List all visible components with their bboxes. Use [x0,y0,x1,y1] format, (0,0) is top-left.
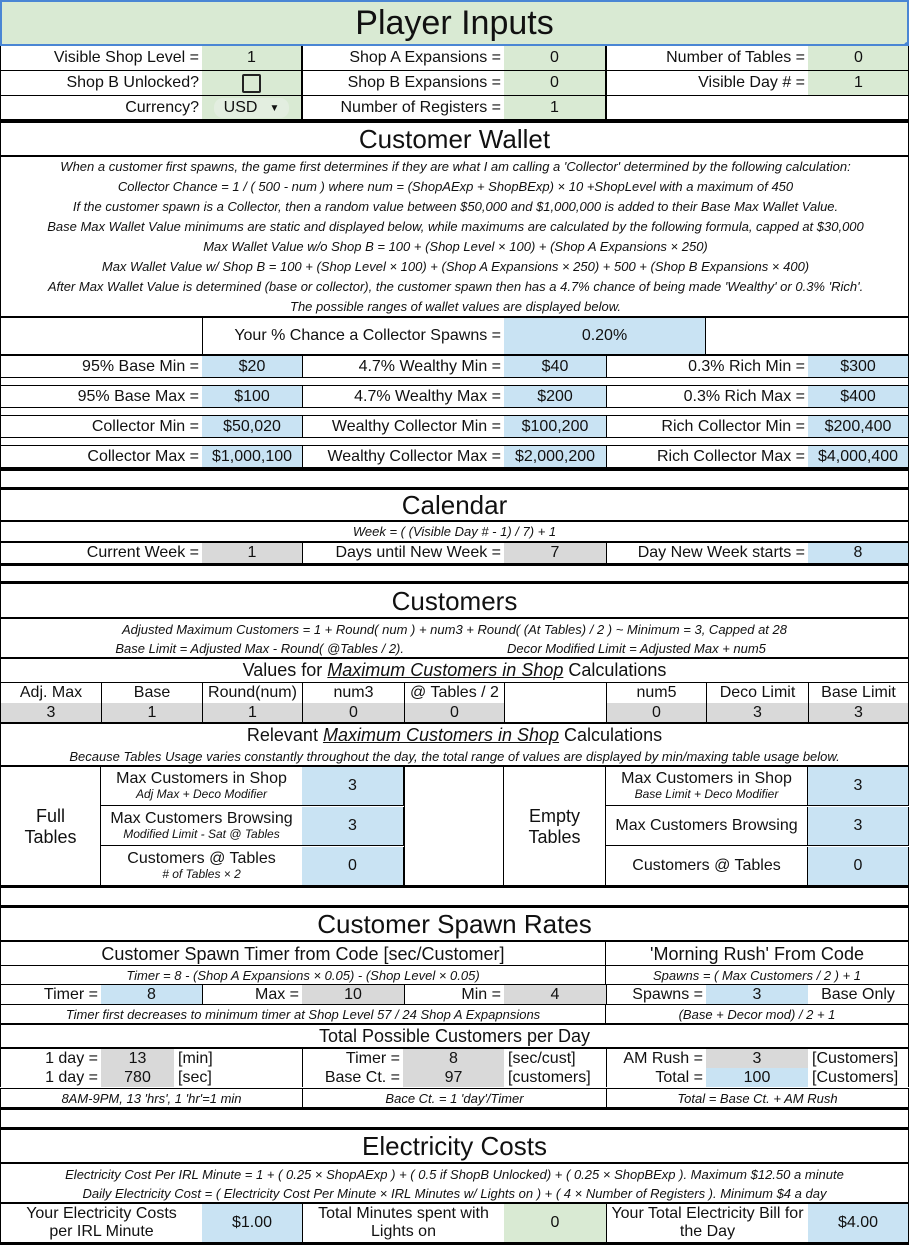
divider [302,46,303,120]
total-value: 97 [403,1068,504,1087]
calendar-formula: Week = ( (Visible Day # - 1) / 7) + 1 [0,522,909,541]
electricity-cost-per-minute-label [0,1204,202,1242]
row-label: Max Customers Browsing [615,816,798,834]
day-new-week-starts-label: Day New Week starts = [606,543,808,563]
visible-day-input[interactable]: 1 [808,71,909,96]
label-line: the Day [679,1223,736,1240]
visible-shop-level-label: Visible Shop Level = [0,46,202,71]
max-label: Max = [202,985,302,1004]
shop-b-unlocked-label: Shop B Unlocked? [0,71,202,96]
empty-tables-line2: Tables [528,826,581,847]
timer-formula: Timer = 8 - (Shop A Expansions × 0.05) - (Shop Level × 0.05) [0,966,606,984]
values-cell: 0 [404,703,504,722]
visible-day-label: Visible Day # = [606,71,808,96]
values-column-header [504,683,606,703]
number-of-registers-label: Number of Registers = [340,99,501,116]
full-tables-line2: Tables [24,826,77,847]
shop-b-unlocked-checkbox[interactable] [242,74,261,93]
rush-formula: Spawns = ( Max Customers / 2 ) + 1 [606,966,909,984]
min-label: Min = [404,985,504,1004]
total-unit: [customers] [508,1068,591,1086]
wallet-note: Collector Chance = 1 / ( 500 - num ) where num = (ShopAExp + ShopBExp) × 10 +ShopLevel with a maximum of 450 [117,179,794,194]
customers-title: Customers [0,584,909,618]
timer-value: 8 [101,985,202,1004]
row-sublabel: Modified Limit - Sat @ Tables [123,827,280,842]
wallet-label: Rich Collector Max = [606,446,808,468]
min-value: 4 [504,985,606,1004]
timer-note: Timer first decreases to minimum timer at Shop Level 57 / 24 Shop A Expapnsions [0,1005,606,1024]
relevant-header-em: Maximum Customers in Shop [322,724,560,745]
total-label: AM Rush = [606,1049,706,1068]
values-column-header: Round(num) [202,683,302,703]
table-row-label [606,847,808,886]
total-label: Total = [606,1068,706,1087]
wallet-value: $2,000,200 [504,446,606,468]
wallet-label: Collector Max = [0,446,202,468]
values-cell: 0 [606,703,706,722]
customers-formula-2b: Decor Modified Limit = Adjusted Max + num5 [454,639,909,658]
total-value: 8 [403,1049,504,1068]
player-inputs-title: Player Inputs [0,0,909,46]
timer-label: Timer = [0,985,101,1004]
empty-cell [0,318,202,354]
electricity-formula-2: Daily Electricity Cost = ( Electricity Cost Per Minute × IRL Minutes w/ Lights on ) + ( 4 × Number of Registers ). Minimum $4 a day [0,1184,909,1202]
calendar-title: Calendar [0,490,909,521]
shop-b-unlocked-cell [202,71,302,96]
wallet-note: The possible ranges of wallet values are displayed below. [290,299,621,314]
row-label: Max Customers Browsing [110,809,293,827]
empty-tables-line1: Empty [528,805,580,826]
values-cell: 3 [706,703,808,722]
values-column-header: @ Tables / 2 [404,683,504,703]
wallet-value: $200 [504,386,606,408]
row-label: Max Customers in Shop [116,769,287,787]
electricity-cost-per-minute-value: $1.00 [202,1204,302,1242]
total-header: Total Possible Customers per Day [0,1025,909,1048]
row-sublabel: Base Limit + Deco Modifier [634,787,779,802]
wallet-note: If the customer spawn is a Collector, then a random value between $50,000 and $1,000,000 is added to their Base Max Wallet Value. [72,199,839,214]
total-value: 13 [101,1049,174,1068]
wallet-value: $20 [202,356,302,378]
table-row-value: 0 [302,847,404,886]
label-line: per IRL Minute [49,1223,154,1240]
relevant-header-post: Calculations [559,724,663,745]
divider [0,46,1,120]
row-label: Customers @ Tables [632,856,781,874]
wallet-value: $400 [808,386,909,408]
empty-cell [404,767,504,886]
shop-b-expansions-label: Shop B Expansions = [302,71,504,96]
spacer-row [0,1110,909,1127]
values-header [0,659,909,682]
relevant-note: Because Tables Usage varies constantly throughout the day, the total range of values are displayed by min/maxing table usage below. [0,746,909,766]
label-line: Lights on [371,1223,436,1240]
days-until-new-week-label: Days until New Week = [302,543,504,563]
wallet-value: $1,000,100 [202,446,302,468]
shop-b-expansions-input[interactable]: 0 [504,71,606,96]
wallet-value: $40 [504,356,606,378]
shop-a-expansions-label: Shop A Expansions = [302,46,504,71]
wallet-note: Max Wallet Value w/ Shop B = 100 + (Shop Level × 100) + (Shop A Expansions × 250) + 500 + (Shop B Expansions × 400) [101,259,810,274]
values-column-header: num5 [606,683,706,703]
table-row-value: 0 [808,847,909,886]
values-header-em: Maximum Customers in Shop [327,660,564,680]
table-row-value: 3 [808,767,909,806]
wallet-note: Base Max Wallet Value minimums are static and displayed below, while maximums are calculated by the following formula, capped at $30,000 [47,219,864,234]
values-cell: 1 [202,703,302,722]
spacer-row [0,378,909,386]
wallet-label: 95% Base Min = [0,356,202,378]
wallet-label: Rich Collector Min = [606,416,808,438]
collector-chance-value: 0.20% [504,318,706,354]
total-label: 1 day = [0,1049,101,1068]
currency-dropdown[interactable] [214,98,290,118]
number-of-tables-label: Number of Tables = [606,46,808,71]
current-week-label: Current Week = [0,543,202,563]
total-label: 1 day = [0,1068,101,1087]
visible-shop-level-input[interactable]: 1 [202,46,302,71]
number-of-tables-input[interactable]: 0 [808,46,909,71]
values-header-post: Calculations [563,660,667,680]
values-cell: 0 [302,703,404,722]
wallet-value: $50,020 [202,416,302,438]
shop-a-expansions-input[interactable]: 0 [504,46,606,71]
relevant-header-pre: Relevant [246,724,323,745]
values-header-pre: Values for [242,660,328,680]
currency-cell [202,96,302,120]
total-note-3: Total = Base Ct. + AM Rush [606,1089,909,1108]
values-column-header: Deco Limit [706,683,808,703]
spacer-row [0,438,909,446]
divider [606,46,607,120]
row-label: Max Customers in Shop [621,769,792,787]
wallet-label: Wealthy Collector Max = [302,446,504,468]
values-column-header: Base Limit [808,683,909,703]
wallet-note: Max Wallet Value w/o Shop B = 100 + (Shop Level × 100) + (Shop A Expansions × 250) [203,239,708,254]
values-column-header: num3 [302,683,404,703]
values-column-header: Base [101,683,202,703]
wallet-label: 0.3% Rich Min = [606,356,808,378]
currency-value: USD [223,99,258,116]
current-week-value: 1 [202,543,302,563]
customers-formula-2a: Base Limit = Adjusted Max - Round( @Tables / 2). [0,639,454,658]
total-electricity-bill-label [606,1204,808,1242]
electricity-formula-1: Electricity Cost Per IRL Minute = 1 + ( 0.25 × ShopAExp ) + ( 0.5 if ShopB Unlocked) + ( 0.25 × ShopBExp ). Maximum $12.50 a minute [0,1164,909,1184]
wallet-label: 4.7% Wealthy Max = [302,386,504,408]
wallet-value: $4,000,400 [808,446,909,468]
rush-header: 'Morning Rush' From Code [606,942,909,966]
total-unit: [sec] [178,1068,212,1086]
total-label: Base Ct. = [302,1068,403,1087]
timer-header: Customer Spawn Timer from Code [sec/Customer] [0,942,606,966]
wallet-label: 95% Base Max = [0,386,202,408]
empty-tables-label [504,767,606,886]
spawns-value: 3 [706,985,808,1004]
table-row-label [101,807,303,846]
days-until-new-week-value: 7 [504,543,606,563]
row-sublabel: # of Tables × 2 [162,867,241,882]
empty-cell [706,318,909,354]
values-cell: 3 [0,703,101,722]
currency-label: Currency? [125,99,199,116]
wallet-note: When a customer first spawns, the game first determines if they are what I am calling a 'Collector' determined by the following calculation: [60,159,851,174]
total-note-2: Bace Ct. = 1 'day'/Timer [302,1089,606,1108]
table-row-value: 3 [808,807,909,846]
spawns-label: Spawns = [606,985,706,1004]
total-unit: [sec/cust] [508,1049,576,1067]
number-of-registers-input[interactable]: 1 [504,96,606,120]
customer-wallet-title: Customer Wallet [0,123,909,155]
table-row-label [101,767,303,806]
electricity-title: Electricity Costs [0,1130,909,1163]
wallet-label: Collector Min = [0,416,202,438]
wallet-value: $300 [808,356,909,378]
wallet-value: $200,400 [808,416,909,438]
total-note-1: 8AM-9PM, 13 'hrs', 1 'hr'=1 min [0,1089,302,1108]
spacer-row [0,471,909,487]
rush-note: (Base + Decor mod) / 2 + 1 [606,1005,909,1024]
values-cell: 3 [808,703,909,722]
customers-formula-1: Adjusted Maximum Customers = 1 + Round( num ) + num3 + Round( (At Tables) / 2 ) ~ Minimum = 3, Capped at 28 [0,619,909,639]
total-value: 100 [706,1068,808,1087]
spawns-suffix: Base Only [808,985,909,1004]
total-value: 780 [101,1068,174,1087]
full-tables-label [0,767,101,886]
spacer-row [0,566,909,581]
values-cell [504,703,606,722]
table-row-label [101,847,303,886]
wallet-label: 4.7% Wealthy Min = [302,356,504,378]
label-line: Total Minutes spent with [318,1204,489,1222]
table-row-value: 3 [302,807,404,846]
relevant-header [0,724,909,746]
total-value: 3 [706,1049,808,1068]
minutes-lights-on-label [302,1204,504,1242]
minutes-lights-on-input[interactable]: 0 [504,1204,606,1242]
wallet-value: $100 [202,386,302,408]
label-line: Your Total Electricity Bill for [611,1204,804,1222]
max-value: 10 [302,985,404,1004]
total-electricity-bill-value: $4.00 [808,1204,909,1242]
total-label: Timer = [302,1049,403,1068]
row-sublabel: Adj Max + Deco Modifier [135,787,268,802]
wallet-note: After Max Wallet Value is determined (base or collector), the customer spawn then has a 4.7% chance of being made 'Wealthy' or 0.3% 'Rich'. [47,279,864,294]
total-unit: [Customers] [808,1068,909,1087]
wallet-label: 0.3% Rich Max = [606,386,808,408]
table-row-label [606,767,808,806]
label-line: Your Electricity Costs [26,1204,177,1222]
values-column-header: Adj. Max [0,683,101,703]
day-new-week-starts-value: 8 [808,543,909,563]
total-unit: [Customers] [808,1049,909,1068]
wallet-notes [0,157,909,317]
wallet-label: Wealthy Collector Min = [302,416,504,438]
table-row-label [606,807,808,846]
spacer-row [0,888,909,905]
wallet-value: $100,200 [504,416,606,438]
collector-chance-label: Your % Chance a Collector Spawns = [202,318,504,354]
spawn-rates-title: Customer Spawn Rates [0,908,909,940]
total-unit: [min] [178,1049,213,1067]
dropdown-caret-icon: ▼ [269,102,280,114]
row-label: Customers @ Tables [127,849,276,867]
full-tables-line1: Full [35,805,65,826]
table-row-value: 3 [302,767,404,806]
spacer-row [0,408,909,416]
values-cell: 1 [101,703,202,722]
